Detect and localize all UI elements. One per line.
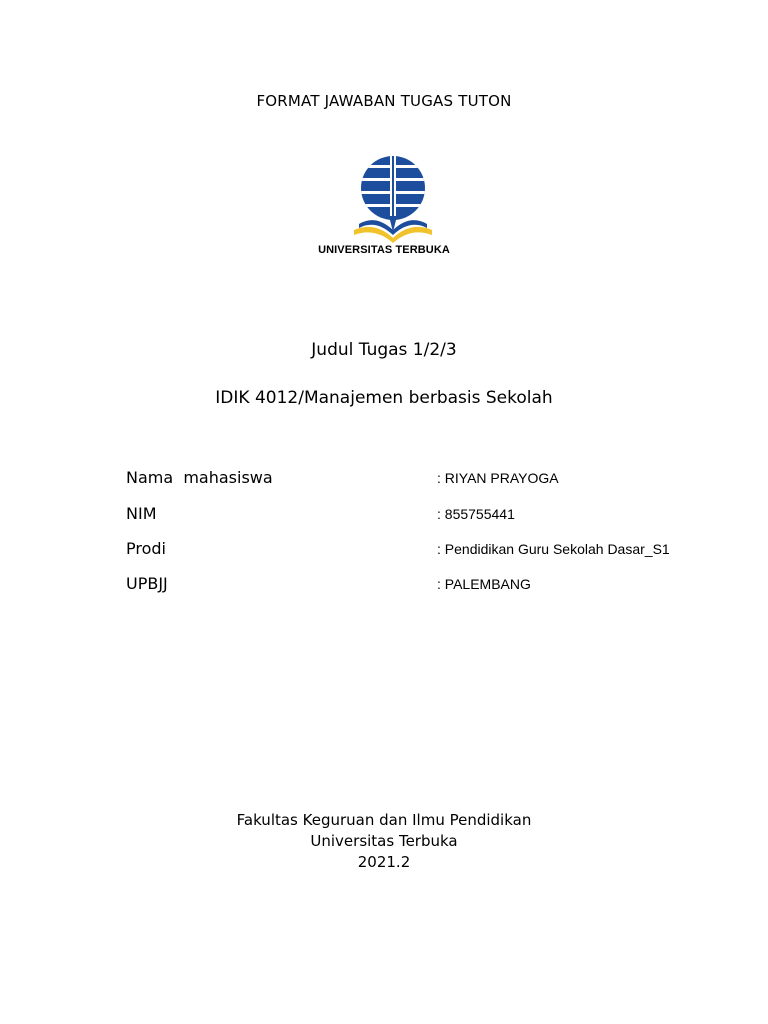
footer-faculty: Fakultas Keguruan dan Ilmu Pendidikan: [236, 811, 532, 829]
university-logo-text: UNIVERSITAS TERBUKA: [318, 244, 450, 256]
info-label-upbjj: UPBJJ: [126, 574, 168, 593]
info-label-nim: NIM: [126, 504, 157, 523]
footer-university: Universitas Terbuka: [310, 832, 458, 850]
info-row-upbjj: [0, 574, 768, 598]
info-value-upbjj: : PALEMBANG: [437, 576, 531, 592]
document-title: FORMAT JAWABAN TUGAS TUTON: [256, 92, 512, 110]
info-label-name: Nama mahasiswa: [126, 468, 273, 487]
task-title: Judul Tugas 1/2/3: [311, 340, 457, 360]
info-label-prodi: Prodi: [126, 539, 166, 558]
info-row-name: [0, 468, 768, 492]
info-row-prodi: [0, 539, 768, 563]
course-title: IDIK 4012/Manajemen berbasis Sekolah: [215, 388, 553, 408]
info-value-name: : RIYAN PRAYOGA: [437, 470, 559, 486]
info-row-nim: [0, 504, 768, 528]
info-value-prodi: : Pendidikan Guru Sekolah Dasar_S1: [437, 541, 670, 557]
info-value-nim: : 855755441: [437, 506, 515, 522]
footer-year: 2021.2: [357, 853, 411, 871]
